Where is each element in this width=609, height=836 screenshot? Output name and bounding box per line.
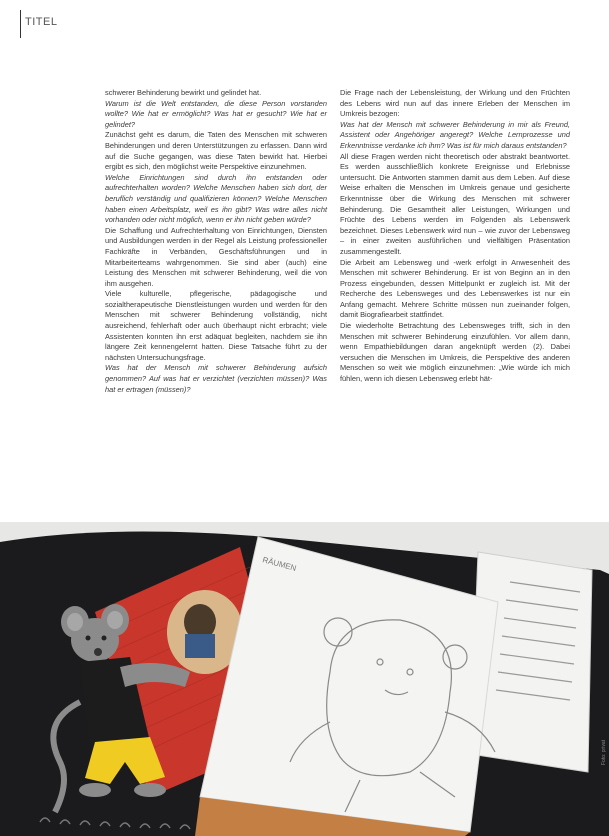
question-paragraph: Warum ist die Welt entstanden, die diese Person vorstanden wollte? Wie hat er ermöglicht? Was hat er gesucht? Wie hat er gelindet? [105, 98, 327, 129]
question-paragraph: Was hat der Mensch mit schwerer Behinderung in mir als Freund, Assistent oder Angehöriger angeregt? Welche Lernprozesse und Erkenntnisse verdanke ich ihm? Was ist für mich daraus entstanden? [340, 119, 570, 150]
photo-illustration [0, 522, 609, 836]
paragraph: Die Frage nach der Lebensleistung, der Wirkung und den Früchten des Lebens wird nun auf das innere Erleben der Menschen im Umkreis bezogen: [340, 88, 570, 119]
left-column [105, 88, 327, 395]
photo-credit: Foto: privat [601, 740, 607, 766]
photo-shirt [185, 634, 215, 658]
paragraph: Die Schaffung und Aufrechterhaltung von Einrichtungen, Diensten und Ausbildungen werden in der Regel als Leistung professioneller Fachkräfte in Verbänden, Geschäftsführungen und in Mitarbeiterteams wahrgenommen. Sie sind aber (auch) eine Leistung des Menschen mit schwerer Behinderung, weil die von ihm ausgehen. [105, 225, 327, 288]
header-rule [20, 10, 21, 38]
section-title: TITEL [25, 16, 58, 28]
paragraph: schwerer Behinderung bewirkt und gelindet hat. [105, 88, 262, 97]
paragraph: Zunächst geht es darum, die Taten des Menschen mit schweren Behinderungen und deren Unterstützungen zu erfassen. Dann wird auf die Suche gegangen, was diese Taten bewirkt hat. Hierbei ergibt es sich, den möglichst weite Perspektive einzunehmen. [105, 130, 327, 172]
paragraph: Viele kulturelle, pflegerische, pädagogische und sozialtherapeutische Dienstleistungen wurden und werden für den Menschen mit schwerer Behinderung vollständig, nicht ausreichend, fehlerhaft oder auch überhaupt nicht erbracht; viele Assistenten konnten ihn erst adäquat begleiten, nachdem sie ihn längere Zeit kennengelernt hatten. Diese Tatsache führt zu der nächsten Untersuchungsfrage. [105, 289, 327, 362]
photo-collage [0, 522, 609, 836]
right-column [340, 88, 570, 385]
document-text: RÄUMEN [261, 555, 298, 573]
paragraph: Die wiederholte Betrachtung des Lebensweges trifft, sich in den Menschen mit schwerer Behinderung einzufühlen. Vor allem dann, wenn Empathiebildungen daran angeknüpft werden (2). Dabei versuchen die Menschen im Umkreis, die Perspektive des anderen Menschen so weit wie möglich einzunehmen: „Wie würde ich mich fühlen, wenn ich diesen Lebensweg erlebt hät- [340, 321, 570, 384]
paragraph: All diese Fragen werden nicht theoretisch oder abstrakt beantwortet. Es werden ausschließlich konkrete Ereignisse und Erlebnisse untersucht. Die Antworten stammen damit aus dem Leben. Auf diese Weise erhalten die Menschen im Umkreis genaue und gesicherte Erkenntnisse über die Wirkung des Menschen mit schwerer Behinderung. Die Gesamtheit aller Leistungen, Wirkungen und Früchte des Lebens werden im Folgenden als Lebenswerk bezeichnet. Dieses Lebenswerk wird nun – wie zuvor der Lebensweg – in einer zweiten ausführlichen und vielfältigen Präsentation zusammengestellt. [340, 151, 570, 256]
question-paragraph: Was hat der Mensch mit schwerer Behinderung aufsich genommen? Auf was hat er verzichtet (verzichten müssen)? Was hat er ertragen (müssen)? [105, 363, 327, 394]
question-paragraph: Welche Einrichtungen sind durch ihn entstanden oder aufrechterhalten worden? Welche Menschen haben sich dort, der beruflich verständig und qualifizieren können? Welche Menschen haben einen Arbeitsplatz, weil es ihn gibt? Was wäre alles nicht vorhanden oder nicht möglich, wenn er ihn nicht geben würde? [105, 172, 327, 225]
paragraph: Die Arbeit am Lebensweg und -werk erfolgt in Anwesenheit des Menschen mit schwerer Behinderung. Er ist von Beginn an in den Prozess eingebunden, dessen Mittelpunkt er zugleich ist. Mit der Recherche des Lebensweges und des Lebenswerkes ist nur ein Anfang gemacht. Mehrere Schritte müssen nun zueinander folgen, damit Biografiearbeit stattfindet. [340, 257, 570, 320]
